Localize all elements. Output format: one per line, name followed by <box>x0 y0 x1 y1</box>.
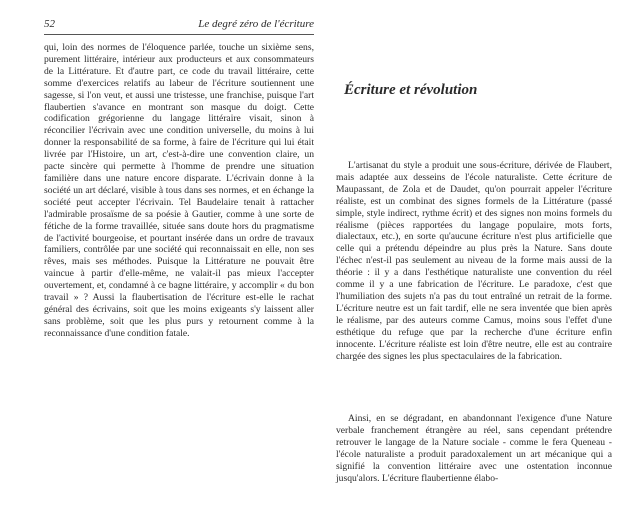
running-title: Le degré zéro de l'écriture <box>198 18 314 30</box>
right-page <box>336 0 612 532</box>
right-page-paragraph-2: Ainsi, en se dégradant, en abandonnant l'exigence d'une Nature verbale franchement étrangère au réel, sans cependant prétendre retrouver le langage de la Nature sociale - comme le fera Queneau - l'école naturaliste a produit paradoxalement un art mécanique qui a signifié la convention littéraire avec une ostentation inconnue jusqu'alors. L'écriture flaubertienne élabo- <box>336 413 612 484</box>
chapter-title: Écriture et révolution <box>344 82 478 98</box>
running-header <box>44 18 314 35</box>
left-page-paragraph: qui, loin des normes de l'éloquence parlée, touche un sixième sens, purement littéraire, intérieur aux producteurs et aux consommateurs de la Littérature. Et d'autre part, ce code du travail littéraire, cette somme d'exercices relatifs au labeur de l'écriture soutiennent une sagesse, si l'on veut, et aussi une tristesse, une franchise, puisque l'art flaubertien s'avance en montrant son masque du doigt. Cette codification grégorienne du langage littéraire visait, sinon à réconcilier l'écrivain avec une condition universelle, du moins à lui donner la responsabilité de sa forme, à faire de l'écriture qui lui était livrée par l'Histoire, un art, c'est-à-dire une convention claire, un pacte sincère qui permette à l'homme de prendre une situation familière dans une nature encore disparate. L'écrivain donne à la société un art déclaré, visible à tous dans ses normes, et en échange la société peut accepter l'écrivain. Tel Baudelaire tenait à rattacher l'admirable prosaïsme de sa poésie à Gautier, comme à une sorte de fétiche de la forme travaillée, située sans doute hors du pragmatisme de l'activité bourgeoise, et pourtant insérée dans un ordre de travaux familiers, contrôlée par une société qui reconnaissait en elle, non ses rêves, mais ses méthodes. Puisque la Littérature ne pouvait être vaincue à partir d'elle-même, ne valait-il pas mieux l'accepter ouvertement, et, condamné à ce bagne littéraire, y accomplir « du bon travail » ? Aussi la flaubertisation de l'écriture est-elle le rachat général des écrivains, soit que les moins exigeants s'y laissent aller sans problème, soit que les plus purs y retournent comme à la reconnaissance d'une condition fatale. <box>44 42 314 339</box>
left-page <box>44 0 314 532</box>
right-page-paragraph-1: L'artisanat du style a produit une sous-écriture, dérivée de Flaubert, mais adaptée aux desseins de l'école naturaliste. Cette écriture de Maupassant, de Zola et de Daudet, qu'on pourrait appeler l'écriture réaliste, est un combinat des signes formels de la Littérature (passé simple, style indirect, rythme écrit) et des signes non moins formels du réalisme (pièces rapportées du langage populaire, mots forts, dialectaux, etc.), en sorte qu'aucune écriture n'est plus artificielle que celle qui a prétendu dépeindre au plus près la Nature. Sans doute l'échec n'est-il pas seulement au niveau de la forme mais aussi de la théorie : il y a dans l'esthétique naturaliste une convention du réel comme il y a une fabrication de l'écriture. Le paradoxe, c'est que l'humiliation des sujets n'a pas du tout entraîné un retrait de la forme. L'écriture neutre est un fait tardif, elle ne sera inventée que bien après le réalisme, par des auteurs comme Camus, moins sous l'effet d'une esthétique du refuge que par la recherche d'une écriture enfin innocente. L'écriture réaliste est loin d'être neutre, elle est au contraire chargée des signes les plus spectaculaires de la fabrication. <box>336 160 612 362</box>
page-number: 52 <box>44 18 55 30</box>
